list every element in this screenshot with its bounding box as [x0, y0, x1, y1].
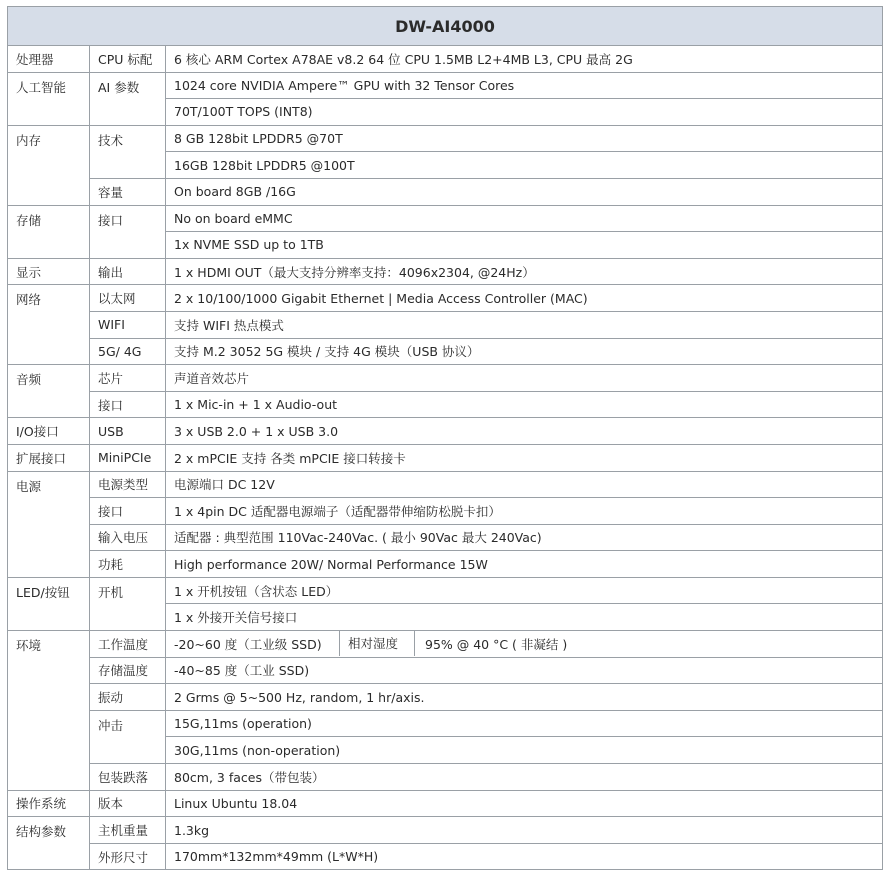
category-cell: 显示 — [8, 258, 90, 285]
table-row — [8, 577, 883, 604]
subcategory-cell: 版本 — [90, 790, 166, 817]
subcategory-cell: 电源类型 — [90, 471, 166, 498]
category-cell: 环境 — [8, 631, 90, 791]
category-cell: 网络 — [8, 285, 90, 365]
subcategory-cell: 主机重量 — [90, 817, 166, 844]
value-cell: 1024 core NVIDIA Ampere™ GPU with 32 Tensor Cores — [166, 72, 883, 99]
value-cell: 支持 M.2 3052 5G 模块 / 支持 4G 模块（USB 协议） — [166, 338, 883, 365]
value-cell: 6 核心 ARM Cortex A78AE v8.2 64 位 CPU 1.5MB L2+4MB L3, CPU 最高 2G — [166, 46, 883, 73]
subcategory-cell: 冲击 — [90, 710, 166, 763]
operating-temperature-value: -20~60 度（工业级 SSD) — [174, 636, 322, 652]
spec-table — [7, 6, 883, 870]
subcategory-cell: 外形尺寸 — [90, 843, 166, 870]
value-cell: Linux Ubuntu 18.04 — [166, 790, 883, 817]
value-cell: 1 x HDMI OUT（最大支持分辨率支持：4096x2304, @24Hz） — [166, 258, 883, 285]
value-cell: 声道音效芯片 — [166, 365, 883, 392]
value-cell: -40~85 度（工业 SSD) — [166, 657, 883, 684]
table-row — [8, 46, 883, 73]
table-row — [8, 657, 883, 684]
subcategory-cell: 技术 — [90, 125, 166, 178]
subcategory-cell: 工作温度 — [90, 631, 166, 658]
table-row — [8, 631, 883, 658]
category-cell: 人工智能 — [8, 72, 90, 125]
table-row — [8, 285, 883, 312]
subcategory-cell: 功耗 — [90, 551, 166, 578]
table-row — [8, 258, 883, 285]
subcategory-cell: 接口 — [90, 205, 166, 258]
humidity-label: 相对湿度 — [339, 631, 415, 656]
subcategory-cell: WIFI — [90, 311, 166, 338]
value-cell: 电源端口 DC 12V — [166, 471, 883, 498]
value-cell: 70T/100T TOPS (INT8) — [166, 99, 883, 126]
category-cell: I/O接口 — [8, 418, 90, 445]
value-cell: 1x NVME SSD up to 1TB — [166, 232, 883, 259]
category-cell: 存储 — [8, 205, 90, 258]
value-cell: 1.3kg — [166, 817, 883, 844]
value-cell: On board 8GB /16G — [166, 178, 883, 205]
spec-sheet — [7, 6, 883, 870]
value-cell: 8 GB 128bit LPDDR5 @70T — [166, 125, 883, 152]
subcategory-cell: 振动 — [90, 684, 166, 711]
subcategory-cell: MiniPCIe — [90, 444, 166, 471]
subcategory-cell: 输入电压 — [90, 524, 166, 551]
value-cell: 16GB 128bit LPDDR5 @100T — [166, 152, 883, 179]
table-row — [8, 391, 883, 418]
value-cell: High performance 20W/ Normal Performance 15W — [166, 551, 883, 578]
value-cell: 30G,11ms (non-operation) — [166, 737, 883, 764]
table-row — [8, 311, 883, 338]
humidity-value: 95% @ 40 °C ( 非凝结 ) — [425, 636, 568, 652]
value-cell: 1 x 4pin DC 适配器电源端子（适配器带伸缩防松脱卡扣） — [166, 498, 883, 525]
subcategory-cell: 容量 — [90, 178, 166, 205]
subcategory-cell: USB — [90, 418, 166, 445]
table-header-row — [8, 7, 883, 46]
table-row — [8, 498, 883, 525]
table-row — [8, 817, 883, 844]
value-cell: 80cm, 3 faces（带包装） — [166, 764, 883, 791]
table-row — [8, 471, 883, 498]
subcategory-cell: 开机 — [90, 577, 166, 630]
value-cell: 支持 WIFI 热点模式 — [166, 311, 883, 338]
value-cell: No on board eMMC — [166, 205, 883, 232]
subcategory-cell: 输出 — [90, 258, 166, 285]
category-cell: 电源 — [8, 471, 90, 577]
table-row — [8, 524, 883, 551]
table-row — [8, 764, 883, 791]
table-row — [8, 790, 883, 817]
subcategory-cell: 5G/ 4G — [90, 338, 166, 365]
subcategory-cell: 接口 — [90, 391, 166, 418]
table-row — [8, 710, 883, 737]
value-cell: 2 x mPCIE 支持 各类 mPCIE 接口转接卡 — [166, 444, 883, 471]
subcategory-cell: CPU 标配 — [90, 46, 166, 73]
category-cell: 结构参数 — [8, 817, 90, 870]
value-cell — [166, 631, 883, 658]
table-row — [8, 125, 883, 152]
category-cell: LED/按钮 — [8, 577, 90, 630]
table-row — [8, 843, 883, 870]
subcategory-cell: 接口 — [90, 498, 166, 525]
value-cell: 1 x 开机按钮（含状态 LED） — [166, 577, 883, 604]
category-cell: 内存 — [8, 125, 90, 205]
subcategory-cell: 存储温度 — [90, 657, 166, 684]
table-row — [8, 178, 883, 205]
value-cell: 2 x 10/100/1000 Gigabit Ethernet | Media Access Controller (MAC) — [166, 285, 883, 312]
category-cell: 音频 — [8, 365, 90, 418]
product-title: DW-AI4000 — [8, 7, 883, 46]
table-row — [8, 205, 883, 232]
table-row — [8, 684, 883, 711]
table-row — [8, 551, 883, 578]
category-cell: 扩展接口 — [8, 444, 90, 471]
value-cell: 15G,11ms (operation) — [166, 710, 883, 737]
value-cell: 3 x USB 2.0 + 1 x USB 3.0 — [166, 418, 883, 445]
subcategory-cell: 以太网 — [90, 285, 166, 312]
value-cell: 2 Grms @ 5~500 Hz, random, 1 hr/axis. — [166, 684, 883, 711]
subcategory-cell: AI 参数 — [90, 72, 166, 125]
value-cell: 170mm*132mm*49mm (L*W*H) — [166, 843, 883, 870]
table-row — [8, 365, 883, 392]
subcategory-cell: 包装跌落 — [90, 764, 166, 791]
table-row — [8, 338, 883, 365]
category-cell: 处理器 — [8, 46, 90, 73]
value-cell: 适配器 : 典型范围 110Vac-240Vac. ( 最小 90Vac 最大 240Vac) — [166, 524, 883, 551]
table-row — [8, 444, 883, 471]
subcategory-cell: 芯片 — [90, 365, 166, 392]
value-cell: 1 x Mic-in + 1 x Audio-out — [166, 391, 883, 418]
table-row — [8, 418, 883, 445]
value-cell: 1 x 外接开关信号接口 — [166, 604, 883, 631]
table-row — [8, 72, 883, 99]
category-cell: 操作系统 — [8, 790, 90, 817]
